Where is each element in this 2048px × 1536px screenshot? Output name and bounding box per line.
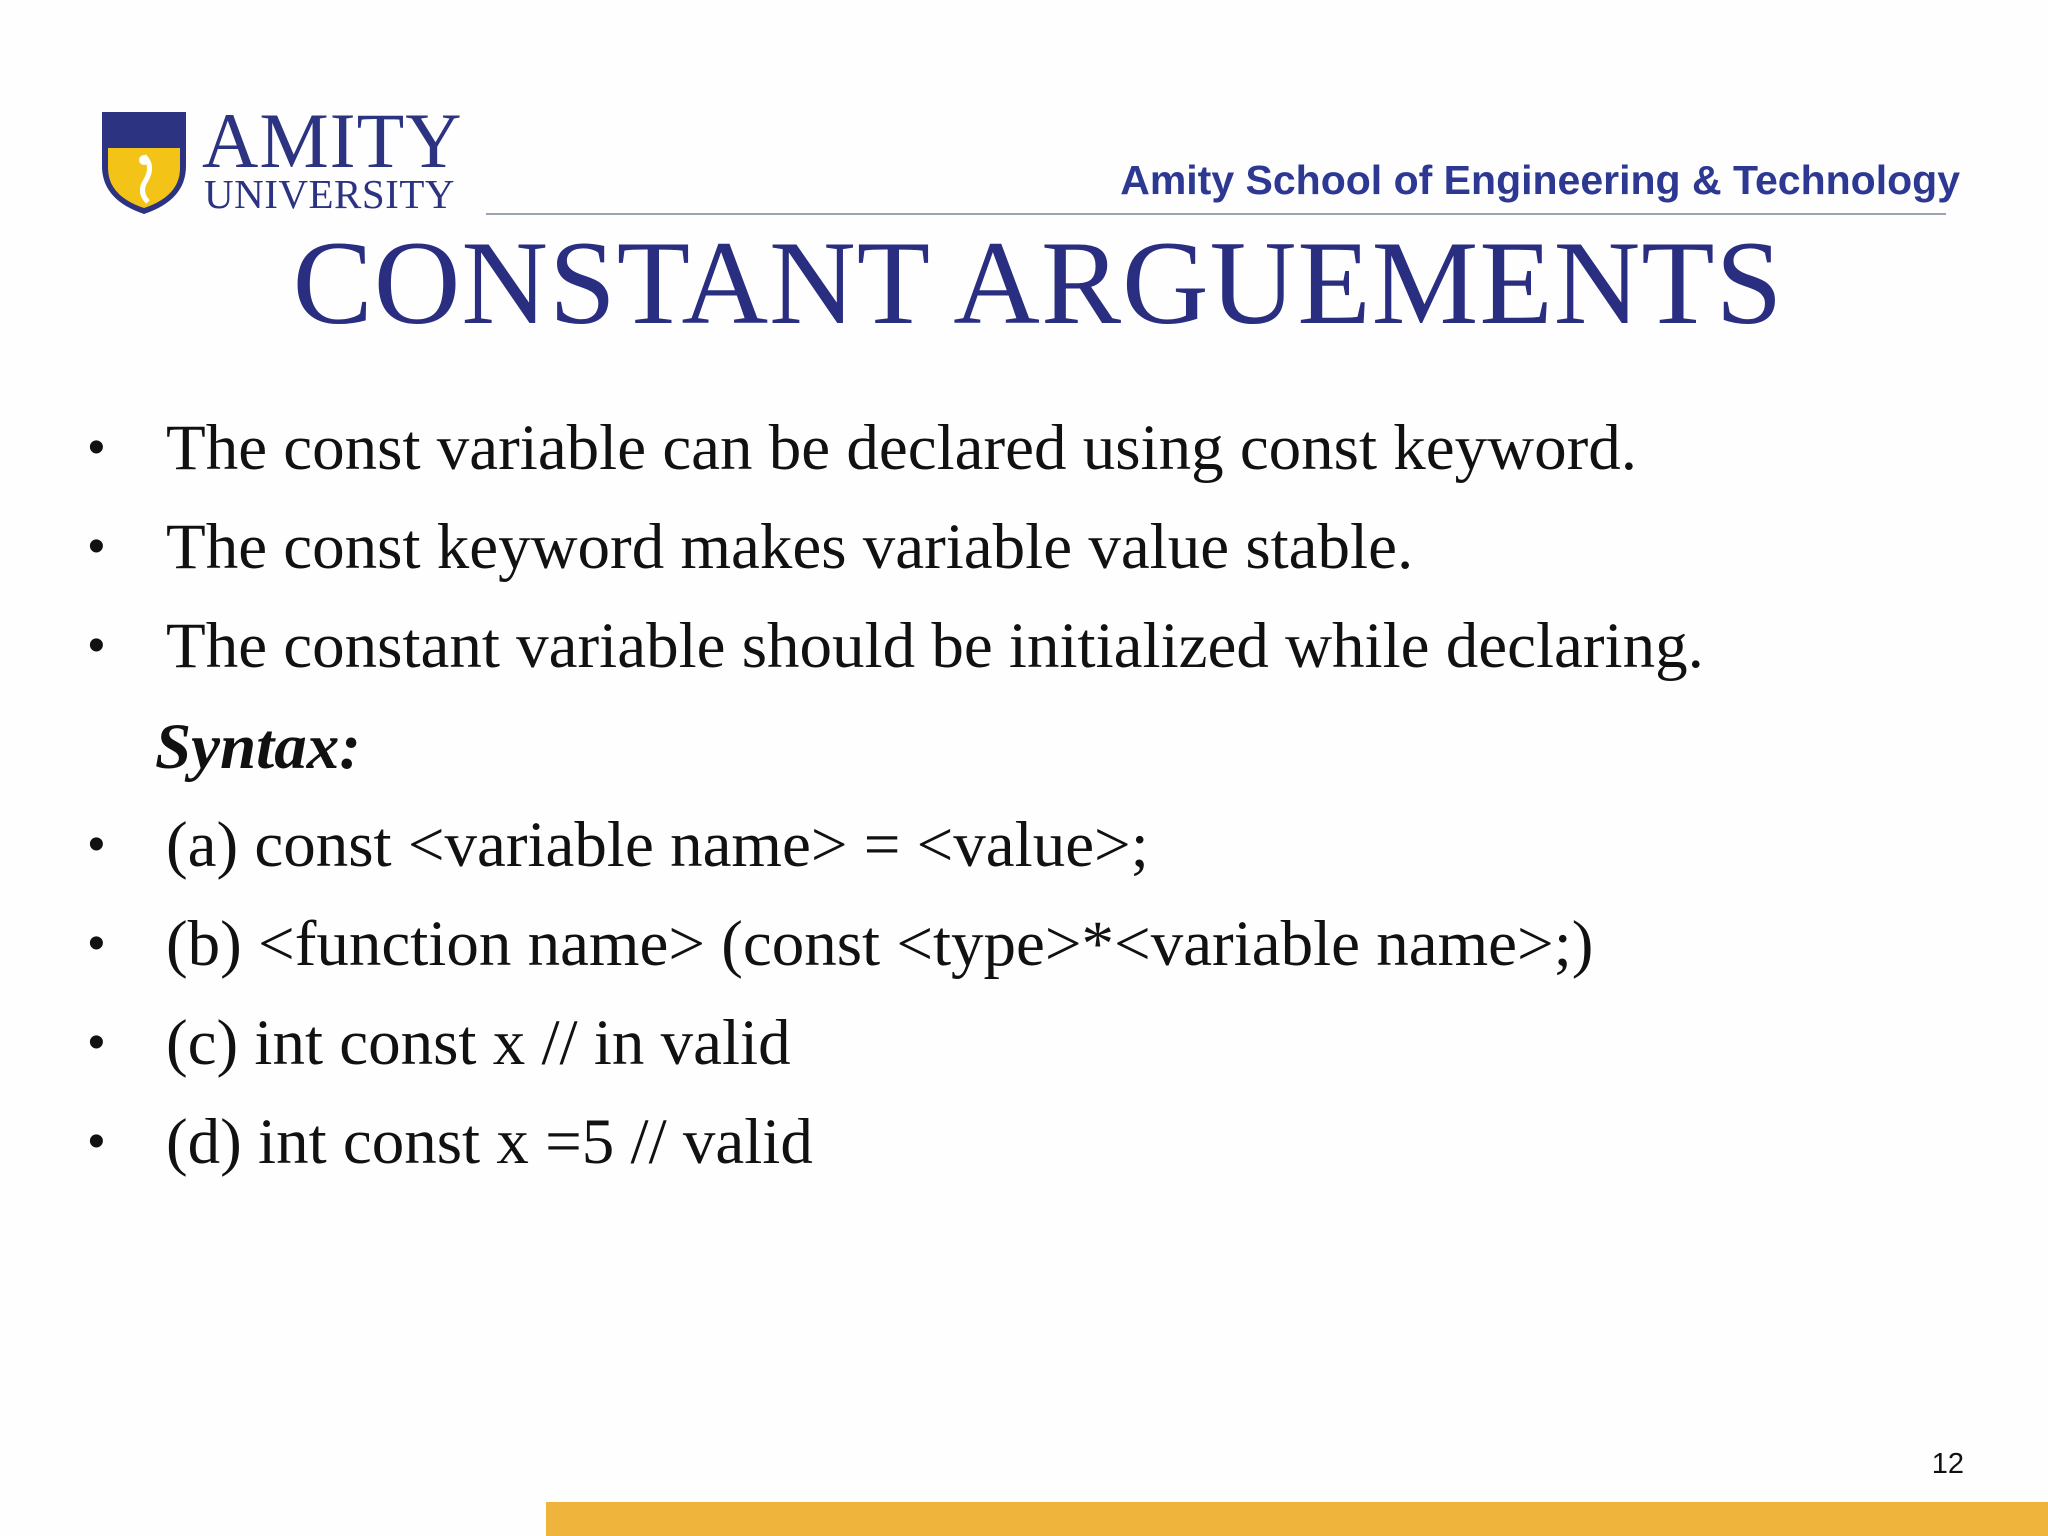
- bullet-icon: •: [88, 818, 105, 871]
- footer-bar: [546, 1502, 2048, 1536]
- amity-crest-icon: [98, 108, 190, 216]
- bullet-icon: •: [88, 421, 105, 474]
- syntax-label: Syntax:: [155, 711, 361, 783]
- amity-logo: [98, 97, 463, 218]
- bullet-icon: •: [88, 917, 105, 970]
- bullet-text: The const variable can be declared using const keyword.: [166, 412, 1637, 484]
- bullet-icon: •: [88, 1115, 105, 1168]
- logo-name: AMITY: [202, 97, 463, 184]
- logo-subtitle: UNIVERSITY: [204, 171, 455, 217]
- syntax-text: (c) int const x // in valid: [166, 1007, 791, 1079]
- bullet-icon: •: [88, 1016, 105, 1069]
- page-number: 12: [1931, 1448, 1964, 1480]
- bullet-text: The constant variable should be initialized while declaring.: [166, 610, 1704, 682]
- bullet-icon: •: [88, 619, 105, 672]
- bullet-text: The const keyword makes variable value stable.: [166, 511, 1414, 583]
- syntax-text: (b) <function name> (const <type>*<variable name>;): [166, 908, 1594, 980]
- school-name: Amity School of Engineering & Technology: [1120, 157, 1960, 203]
- syntax-text: (a) const <variable name> = <value>;: [166, 809, 1149, 881]
- header-divider: [486, 213, 1946, 215]
- slide-title: CONSTANT ARGUEMENTS: [292, 216, 1784, 349]
- bullet-icon: •: [88, 520, 105, 573]
- syntax-text: (d) int const x =5 // valid: [166, 1106, 813, 1178]
